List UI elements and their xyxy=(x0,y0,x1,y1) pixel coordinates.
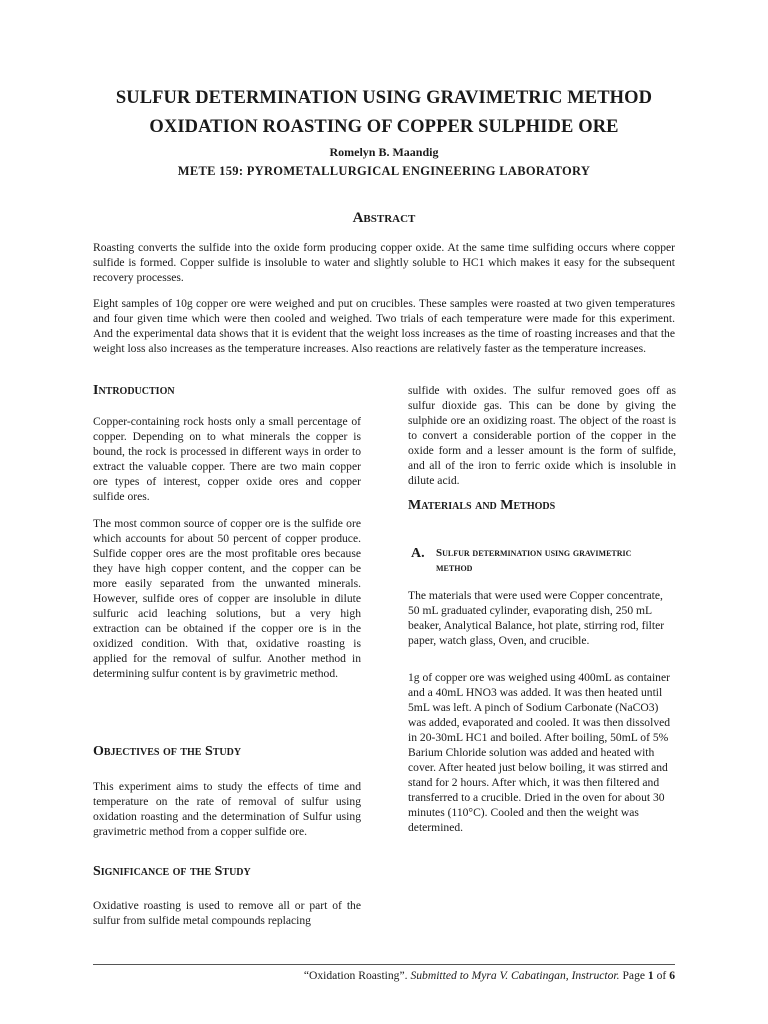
methods-heading: Materials and Methods xyxy=(408,498,556,513)
abstract-paragraph-1: Roasting converts the sulfide into the oxide form producing copper oxide. At the same time sulfiding occurs where copper sulfide is formed. Copper sulfide is insoluble to water and slightly soluble to HC1 which makes it easy for the subsequent recovery processes. xyxy=(93,241,675,284)
significance-paragraph-continued: sulfide with oxides. The sulfur removed goes off as sulfur dioxide gas. This can be done by giving the sulphide ore an oxidizing roast. The object of the roast is to convert a considerable portion of the copper in the oxide form and a lesser amount is the form of sulfide, and all of the iron to ferric oxide which is insoluble in dilute acid. xyxy=(408,384,676,487)
methods-subsection-letter: A. xyxy=(411,546,425,561)
significance-paragraph: Oxidative roasting is used to remove all or part of the sulfur from sulfide metal compounds replacing xyxy=(93,899,361,927)
footer-page-number: 1 xyxy=(647,969,654,982)
title-line-2: OXIDATION ROASTING OF COPPER SULPHIDE ORE xyxy=(149,117,619,137)
footer-quoted-title: “Oxidation Roasting”. xyxy=(303,969,408,982)
significance-heading: Significance of the Study xyxy=(93,864,251,879)
methods-procedure-paragraph: 1g of copper ore was weighed using 400mL as container and a 40mL HNO3 was added. It was then heated until 5mL was left. A pinch of Sodium Carbonate (NaCO3) was added, evaporated and cooled. It was then dissolved in 20-30mL HC1 and boiled. After boiling, 50mL of 5% Barium Chloride solution was added and heated with cover. After heated just below boiling, it was stirred and stand for 2 hours. After which, it was then filtered and transferred to a crucible. Dried in the oven for about 30 minutes (110°C). Cooled and then the weight was determined. xyxy=(408,671,671,834)
footer-rule xyxy=(93,964,675,965)
footer-page-word: Page xyxy=(622,969,646,982)
objectives-heading: Objectives of the Study xyxy=(93,744,242,759)
title-line-1: SULFUR DETERMINATION USING GRAVIMETRIC METHOD xyxy=(115,88,653,108)
footer-of-word: of xyxy=(656,969,667,982)
footer-page-total: 6 xyxy=(669,969,675,982)
abstract-paragraph-2: Eight samples of 10g copper ore were weighed and put on crucibles. These samples were roasted at two given temperatures and four given time which were then cooled and weighed. Two trials of each temperature were made for this experiment. And the experimental data shows that it is evident that the weight loss increases as the time of roasting increases and that the weight loss also increases as the temperature increases. Also reactions are relatively faster as the temperature increases. xyxy=(93,297,675,355)
objectives-paragraph: This experiment aims to study the effects of time and temperature on the rate of removal of sulfur using oxidation roasting and the determination of Sulfur using gravimetric method from a copper sulfide ore. xyxy=(93,780,361,838)
footer-submitted: Submitted to Myra V. Cabatingan, Instructor. xyxy=(410,969,620,982)
footer xyxy=(93,969,675,982)
course-line: METE 159: PYROMETALLURGICAL ENGINEERING LABORATORY xyxy=(177,164,591,178)
introduction-paragraph-2: The most common source of copper ore is the sulfide ore which accounts for about 50 percent of copper produce. Sulfide copper ores are the most profitable ores because they have high copper content, and the copper can be more easily separated from the unwanted minerals. However, sulfide ores of copper are insoluble in dilute sulfuric acid leaching solutions, but a very high extraction can be obtained if the copper ore is in the oxidized condition. With that, oxidative roasting is applied for the removal of sulfur. Another method in determining sulfur content is by gravimetric method. xyxy=(93,517,361,680)
methods-materials-paragraph: The materials that were used were Copper concentrate, 50 mL graduated cylinder, evaporating dish, 250 mL beaker, Analytical Balance, hot plate, stirring rod, filter paper, watch glass, Oven, and crucible. xyxy=(408,589,665,647)
methods-subsection-title: Sulfur determination using gravimetric method xyxy=(436,547,632,574)
author: Romelyn B. Maandig xyxy=(329,145,439,159)
introduction-paragraph-1: Copper-containing rock hosts only a small percentage of copper. Depending on to what minerals the copper is bound, the rock is processed in different ways in order to extract the valuable copper. There are two main copper ore types of interest, copper oxide ores and copper sulfide ores. xyxy=(93,415,361,503)
abstract-heading: Abstract xyxy=(352,210,416,226)
introduction-heading: Introduction xyxy=(93,383,175,398)
